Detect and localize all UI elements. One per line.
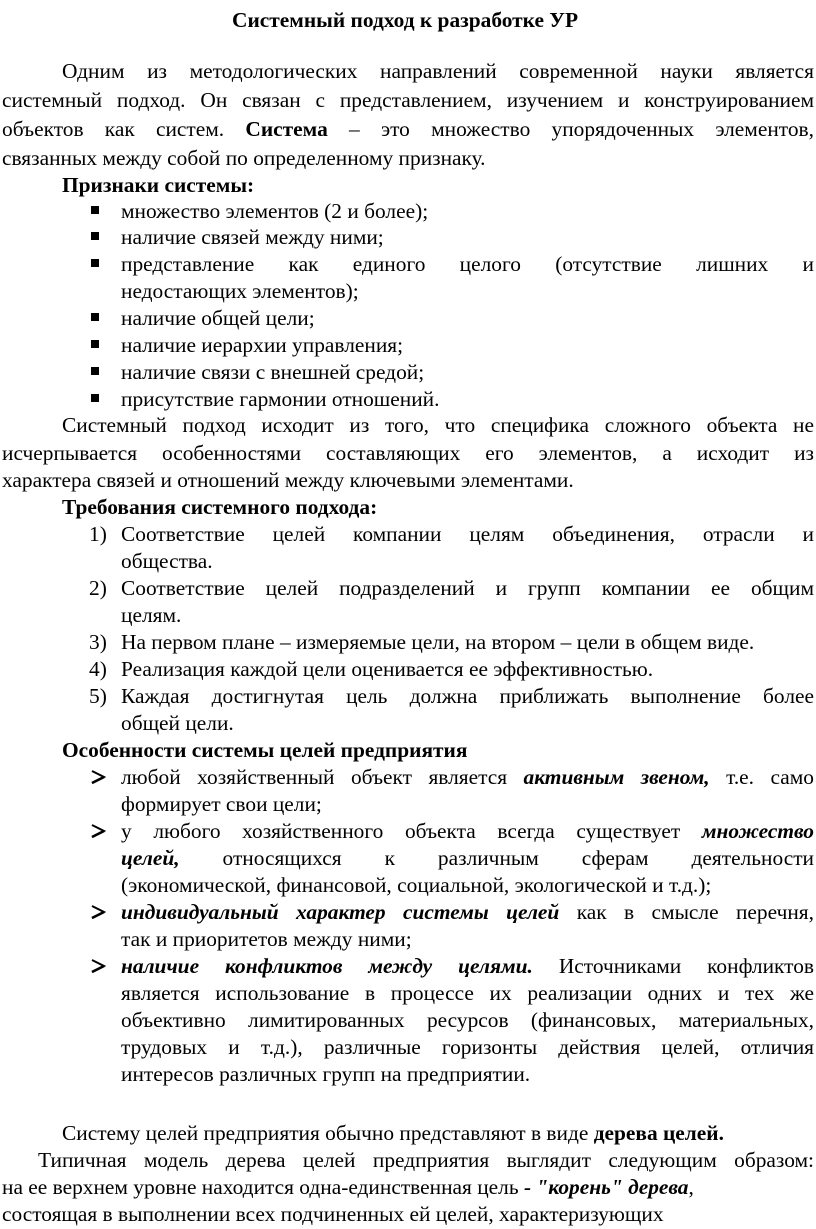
goal-item-1-cont: формирует свои цели; [121,792,322,816]
approach-line-2: исчерпывается особенностями составляющих его элементов, а исходит из [2,441,814,465]
feature-item: представление как единого целого (отсутствие лишних и [121,252,814,276]
requirement-item: Каждая достигнутая цель должна приближать выполнение более [121,684,814,708]
requirement-item: Соответствие целей подразделений и групп компании ее общим [121,576,814,600]
feature-item: множество элементов (2 и более); [121,199,429,223]
goal-item-4-cont: трудовых и т.д.), различные горизонты действия целей, отличия [121,1035,814,1059]
requirement-item: Соответствие целей компании целям объединения, отрасли и [121,522,814,546]
feature-item: наличие связей между ними; [121,225,384,249]
feature-item-cont: недостающих элементов); [121,279,359,303]
goal-item-4-cont: объективно лимитированных ресурсов (финансовых, материальных, [121,1008,814,1032]
arrow-bullet-icon [90,769,106,785]
goal-item-2: у любого хозяйственного объекта всегда существует множество [121,819,814,843]
tree-line-1: Систему целей предприятия обычно представляют в виде дерева целей. [62,1121,724,1145]
list-number: 1) [89,522,107,546]
requirements-heading: Требования системного подхода: [62,495,378,519]
goal-item-2-cont: (экономической, финансовой, социальной, экологической и т.д.); [121,873,712,897]
bullet-square-icon [91,206,99,214]
goal-item-2-cont: целей, относящихся к различным сферам деятельности [121,846,814,870]
goal-item-1: любой хозяйственный объект является активным звеном, т.е. само [121,765,814,789]
arrow-bullet-icon [90,958,106,974]
approach-line-3: характера связей и отношений между ключевыми элементами. [2,468,574,492]
feature-item: наличие общей цели; [121,306,315,330]
intro-line-4: связанных между собой по определенному признаку. [2,146,486,170]
tree-line-4: состоящая в выполнении всех подчиненных ей целей, характеризующих [2,1202,664,1226]
requirement-item: На первом плане – измеряемые цели, на втором – цели в общем виде. [121,630,755,654]
page-title: Системный подход к разработке УР [232,8,579,32]
feature-item: присутствие гармонии отношений. [121,387,440,411]
bullet-square-icon [91,340,99,348]
arrow-bullet-icon [90,823,106,839]
term-system: Система [245,117,328,141]
goals-heading: Особенности системы целей предприятия [62,738,468,762]
goal-item-4-cont: интересов различных групп на предприятии. [121,1062,531,1086]
goal-item-3: индивидуальный характер системы целей как в смысле перечня, [121,900,814,924]
feature-item: наличие иерархии управления; [121,333,404,357]
list-number: 4) [89,657,107,681]
term-goal-tree: дерева целей. [593,1121,724,1145]
approach-line-1: Системный подход исходит из того, что специфика сложного объекта не [62,413,814,437]
bullet-square-icon [91,367,99,375]
list-number: 5) [89,684,107,708]
bullet-square-icon [91,232,99,240]
bullet-square-icon [91,259,99,267]
goal-item-4-cont: является использование в процессе их реализации одних и тех же [121,981,814,1005]
requirement-item-cont: общества. [121,549,213,573]
requirement-item: Реализация каждой цели оценивается ее эффективностью. [121,657,654,681]
goal-item-3-cont: так и приоритетов между ними; [121,927,412,951]
arrow-bullet-icon [90,904,106,920]
bullet-square-icon [91,394,99,402]
goal-item-4: наличие конфликтов между целями. Источниками конфликтов [121,954,814,978]
features-heading: Признаки системы: [62,173,255,197]
list-number: 3) [89,630,107,654]
intro-line-2: системный подход. Он связан с представлением, изучением и конструированием [2,88,814,112]
requirement-item-cont: целям. [121,603,182,627]
intro-line-3: объектов как систем. Система – это множество упорядоченных элементов, [2,117,814,141]
feature-item: наличие связи с внешней средой; [121,360,425,384]
intro-line-1: Одним из методологических направлений современной науки является [62,59,814,83]
tree-line-3: на ее верхнем уровне находится одна-единственная цель - "корень" дерева, [2,1175,694,1199]
bullet-square-icon [91,313,99,321]
list-number: 2) [89,576,107,600]
tree-line-2: Типичная модель дерева целей предприятия выглядит следующим образом: [38,1148,814,1172]
requirement-item-cont: общей цели. [121,711,234,735]
